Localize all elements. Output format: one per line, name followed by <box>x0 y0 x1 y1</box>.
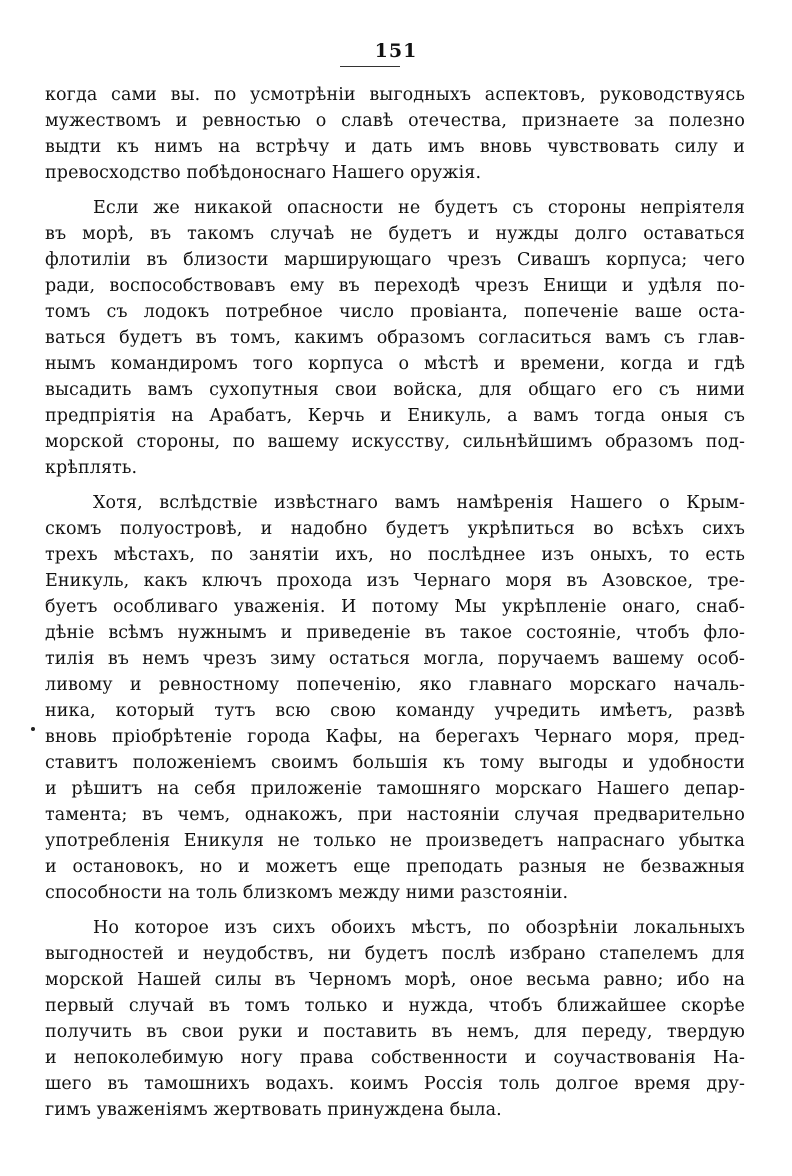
text-line: вновь пріобрѣтеніе города Кафы, на берегахъ Чернаго моря, пред- <box>45 727 745 747</box>
body-text <box>45 82 745 1132</box>
text-line: когда сами вы. по усмотрѣніи выгодныхъ аспектовъ, руководствуясь <box>45 85 745 105</box>
text-line: получить въ свои руки и поставить въ немъ, для переду, твердую <box>45 1022 745 1042</box>
stray-ink-mark <box>31 727 35 731</box>
text-line: употребленія Еникуля не только не произведетъ напраснаго убытка <box>45 831 745 851</box>
text-line: Хотя, вслѣдствіе извѣстнаго вамъ намѣренія Нашего о Крым- <box>93 493 745 513</box>
paragraph-2 <box>45 195 745 481</box>
text-line: выдти къ нимъ на встрѣчу и дать имъ вновь чувствовать силу и <box>45 137 745 157</box>
paragraph-4 <box>45 915 745 1123</box>
text-line: тилія въ немъ чрезъ зиму остаться могла, поручаемъ вашему особ- <box>45 649 745 669</box>
text-line: въ морѣ, въ такомъ случаѣ не будетъ и нужды долго оставаться <box>45 224 745 244</box>
text-line: ливому и ревностному попеченію, яко главнаго морскаго началь- <box>45 675 745 695</box>
text-line: превосходство побѣдоноснаго Нашего оружія. <box>45 163 482 183</box>
text-line: морской Нашей силы въ Черномъ морѣ, оное весьма равно; ибо на <box>45 970 745 990</box>
text-line: ради, воспособствовавъ ему въ переходѣ чрезъ Енищи и удѣля по- <box>45 276 745 296</box>
text-line: буетъ особливаго уваженія. И потому Мы укрѣпленіе онаго, снаб- <box>45 597 745 617</box>
text-line: ника, который тутъ всю свою команду учредить имѣетъ, развѣ <box>45 701 745 721</box>
paragraph-1 <box>45 82 745 186</box>
text-line: гимъ уваженіямъ жертвовать принуждена была. <box>45 1100 502 1120</box>
text-line: нымъ командиромъ того корпуса о мѣстѣ и времени, когда и гдѣ <box>45 354 745 374</box>
text-line: способности на толь близкомъ между ними разстояніи. <box>45 883 569 903</box>
text-line: и рѣшитъ на себя приложеніе тамошняго морскаго Нашего депар- <box>45 779 745 799</box>
text-line: первый случай въ томъ только и нужда, чтобъ ближайшее скорѣе <box>45 996 745 1016</box>
text-line: шего въ тамошнихъ водахъ. коимъ Россія толь долгое время дру- <box>45 1074 745 1094</box>
text-line: скомъ полуостровѣ, и надобно будетъ укрѣпиться во всѣхъ сихъ <box>45 519 745 539</box>
page-number: 151 <box>374 40 418 62</box>
text-line: Если же никакой опасности не будетъ съ стороны непріятеля <box>93 198 745 218</box>
paragraph-3 <box>45 490 745 906</box>
text-line: ставитъ положеніемъ своимъ большія къ тому выгоды и удобности <box>45 753 745 773</box>
text-line: Еникуль, какъ ключъ прохода изъ Чернаго моря въ Азовское, тре- <box>45 571 745 591</box>
text-line: трехъ мѣстахъ, по занятіи ихъ, но послѣднее изъ оныхъ, то есть <box>45 545 745 565</box>
text-line: ваться будетъ въ томъ, какимъ образомъ согласиться вамъ съ глав- <box>45 328 745 348</box>
text-line: выгодностей и неудобствъ, ни будетъ послѣ избрано стапелемъ для <box>45 944 745 964</box>
text-line: Но которое изъ сихъ обоихъ мѣстъ, по обозрѣніи локальныхъ <box>93 918 745 938</box>
text-line: морской стороны, по вашему искусству, сильнѣйшимъ образомъ под- <box>45 432 745 452</box>
text-line: и непоколебимую ногу права собственности и соучаствованія На- <box>45 1048 745 1068</box>
text-line: флотиліи въ близости марширующаго чрезъ Сивашъ корпуса; чего <box>45 250 745 270</box>
text-line: предпріятія на Арабатъ, Керчь и Еникуль, а вамъ тогда оныя съ <box>45 406 745 426</box>
text-line: дѣніе всѣмъ нужнымъ и приведеніе въ такое состояніе, чтобъ фло- <box>45 623 745 643</box>
text-line: тамента; въ чемъ, однакожъ, при настояніи случая предварительно <box>45 805 745 825</box>
page-number-rule <box>340 66 400 67</box>
text-line: и остановокъ, но и можетъ еще преподать разныя не безважныя <box>45 857 745 877</box>
text-line: томъ съ лодокъ потребное число провіанта, попеченіе ваше оста- <box>45 302 745 322</box>
text-line: мужествомъ и ревностью о славѣ отечества, признаете за полезно <box>45 111 745 131</box>
text-line: высадить вамъ сухопутныя свои войска, для общаго его съ ними <box>45 380 745 400</box>
text-line: крѣплять. <box>45 458 138 478</box>
